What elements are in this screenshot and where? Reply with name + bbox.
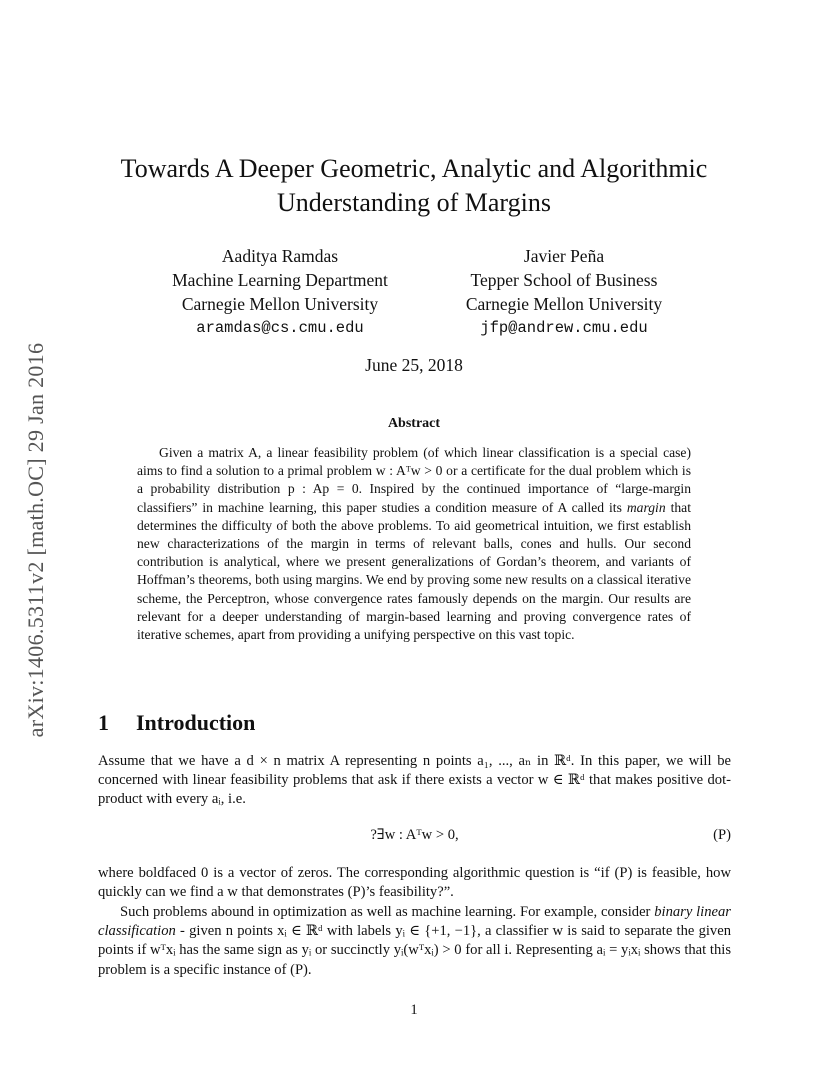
equation-tag: (P) bbox=[713, 827, 731, 843]
intro-paragraph-3: Such problems abound in optimization as well as machine learning. For example, consider binary linear classification - given n points xᵢ ∈ ℝᵈ with labels yᵢ ∈ {+1, −1}, a classifier w is said to separate the given points if wᵀxᵢ has the same sign as yᵢ or succinctly yᵢ(wᵀxᵢ) > 0 for all i. Representing aᵢ = yᵢxᵢ shows that this problem is a specific instance of (P). bbox=[98, 904, 731, 978]
intro-paragraph-1: Assume that we have a d × n matrix A representing n points a₁, ..., aₙ in ℝᵈ. In this paper, we will be concerned with linear feasibility problems that ask if there exists a vector w ∈ ℝᵈ that makes positive dot-product with every aᵢ, i.e. bbox=[98, 753, 731, 808]
abstract-heading: Abstract bbox=[387, 416, 441, 431]
paper-date: June 25, 2018 bbox=[365, 355, 463, 375]
page-number: 1 bbox=[410, 1002, 418, 1018]
author-university: Carnegie Mellon University bbox=[465, 294, 663, 314]
author-email: aramdas@cs.cmu.edu bbox=[196, 319, 364, 337]
section-title: Introduction bbox=[136, 710, 256, 735]
author-block-1 bbox=[140, 244, 420, 340]
section-heading bbox=[98, 710, 255, 736]
author-university: Carnegie Mellon University bbox=[181, 294, 379, 314]
abstract-text: Given a matrix A, a linear feasibility problem (of which linear classification is a special case) aims to find a solution to a primal problem w : Aᵀw > 0 or a certificate for the dual problem which is a probability distribution p : Ap = 0. Inspired by the continued importance of “large-margin classifiers” in machine learning, this paper studies a condition measure of A called its margin that determines the difficulty of both the above problems. To aid geometrical intuition, we first establish new characterizations of the margin in terms of relevant balls, cones and hulls. Our second contribution is analytical, where we present generalizations of Gordan’s theorem, and variants of Hoffman’s theorems, both using margins. We end by proving some new results on a classical iterative scheme, the Perceptron, whose convergence rates famously depends on the margin. Our results are relevant for a deeper understanding of margin-based learning and proving convergence rates of iterative schemes, apart from providing a unifying perspective on this vast topic. bbox=[137, 445, 691, 643]
title-line-1: Towards A Deeper Geometric, Analytic and Algorithmic bbox=[120, 154, 708, 183]
intro-emphasis: binary linear classification bbox=[98, 904, 731, 940]
paper-title bbox=[60, 152, 768, 220]
intro-paragraph-2: where boldfaced 0 is a vector of zeros. The corresponding algorithmic question is “if (P) is feasible, how quickly can we find a w that demonstrates (P)’s feasibility?”. bbox=[98, 865, 731, 901]
author-email: jfp@andrew.cmu.edu bbox=[480, 319, 648, 337]
author-department: Tepper School of Business bbox=[470, 270, 658, 290]
abstract-emphasis: margin bbox=[626, 499, 666, 515]
section-number: 1 bbox=[98, 710, 109, 735]
title-line-2: Understanding of Margins bbox=[277, 188, 551, 217]
arxiv-sidebar-stamp: arXiv:1406.5311v2 [math.OC] 29 Jan 2016 bbox=[23, 342, 48, 738]
author-department: Machine Learning Department bbox=[172, 270, 388, 290]
author-name: Aaditya Ramdas bbox=[221, 246, 339, 266]
author-name: Javier Peña bbox=[523, 246, 605, 266]
equation-body: ?∃w : Aᵀw > 0, bbox=[370, 827, 459, 843]
author-block-2 bbox=[424, 244, 704, 340]
